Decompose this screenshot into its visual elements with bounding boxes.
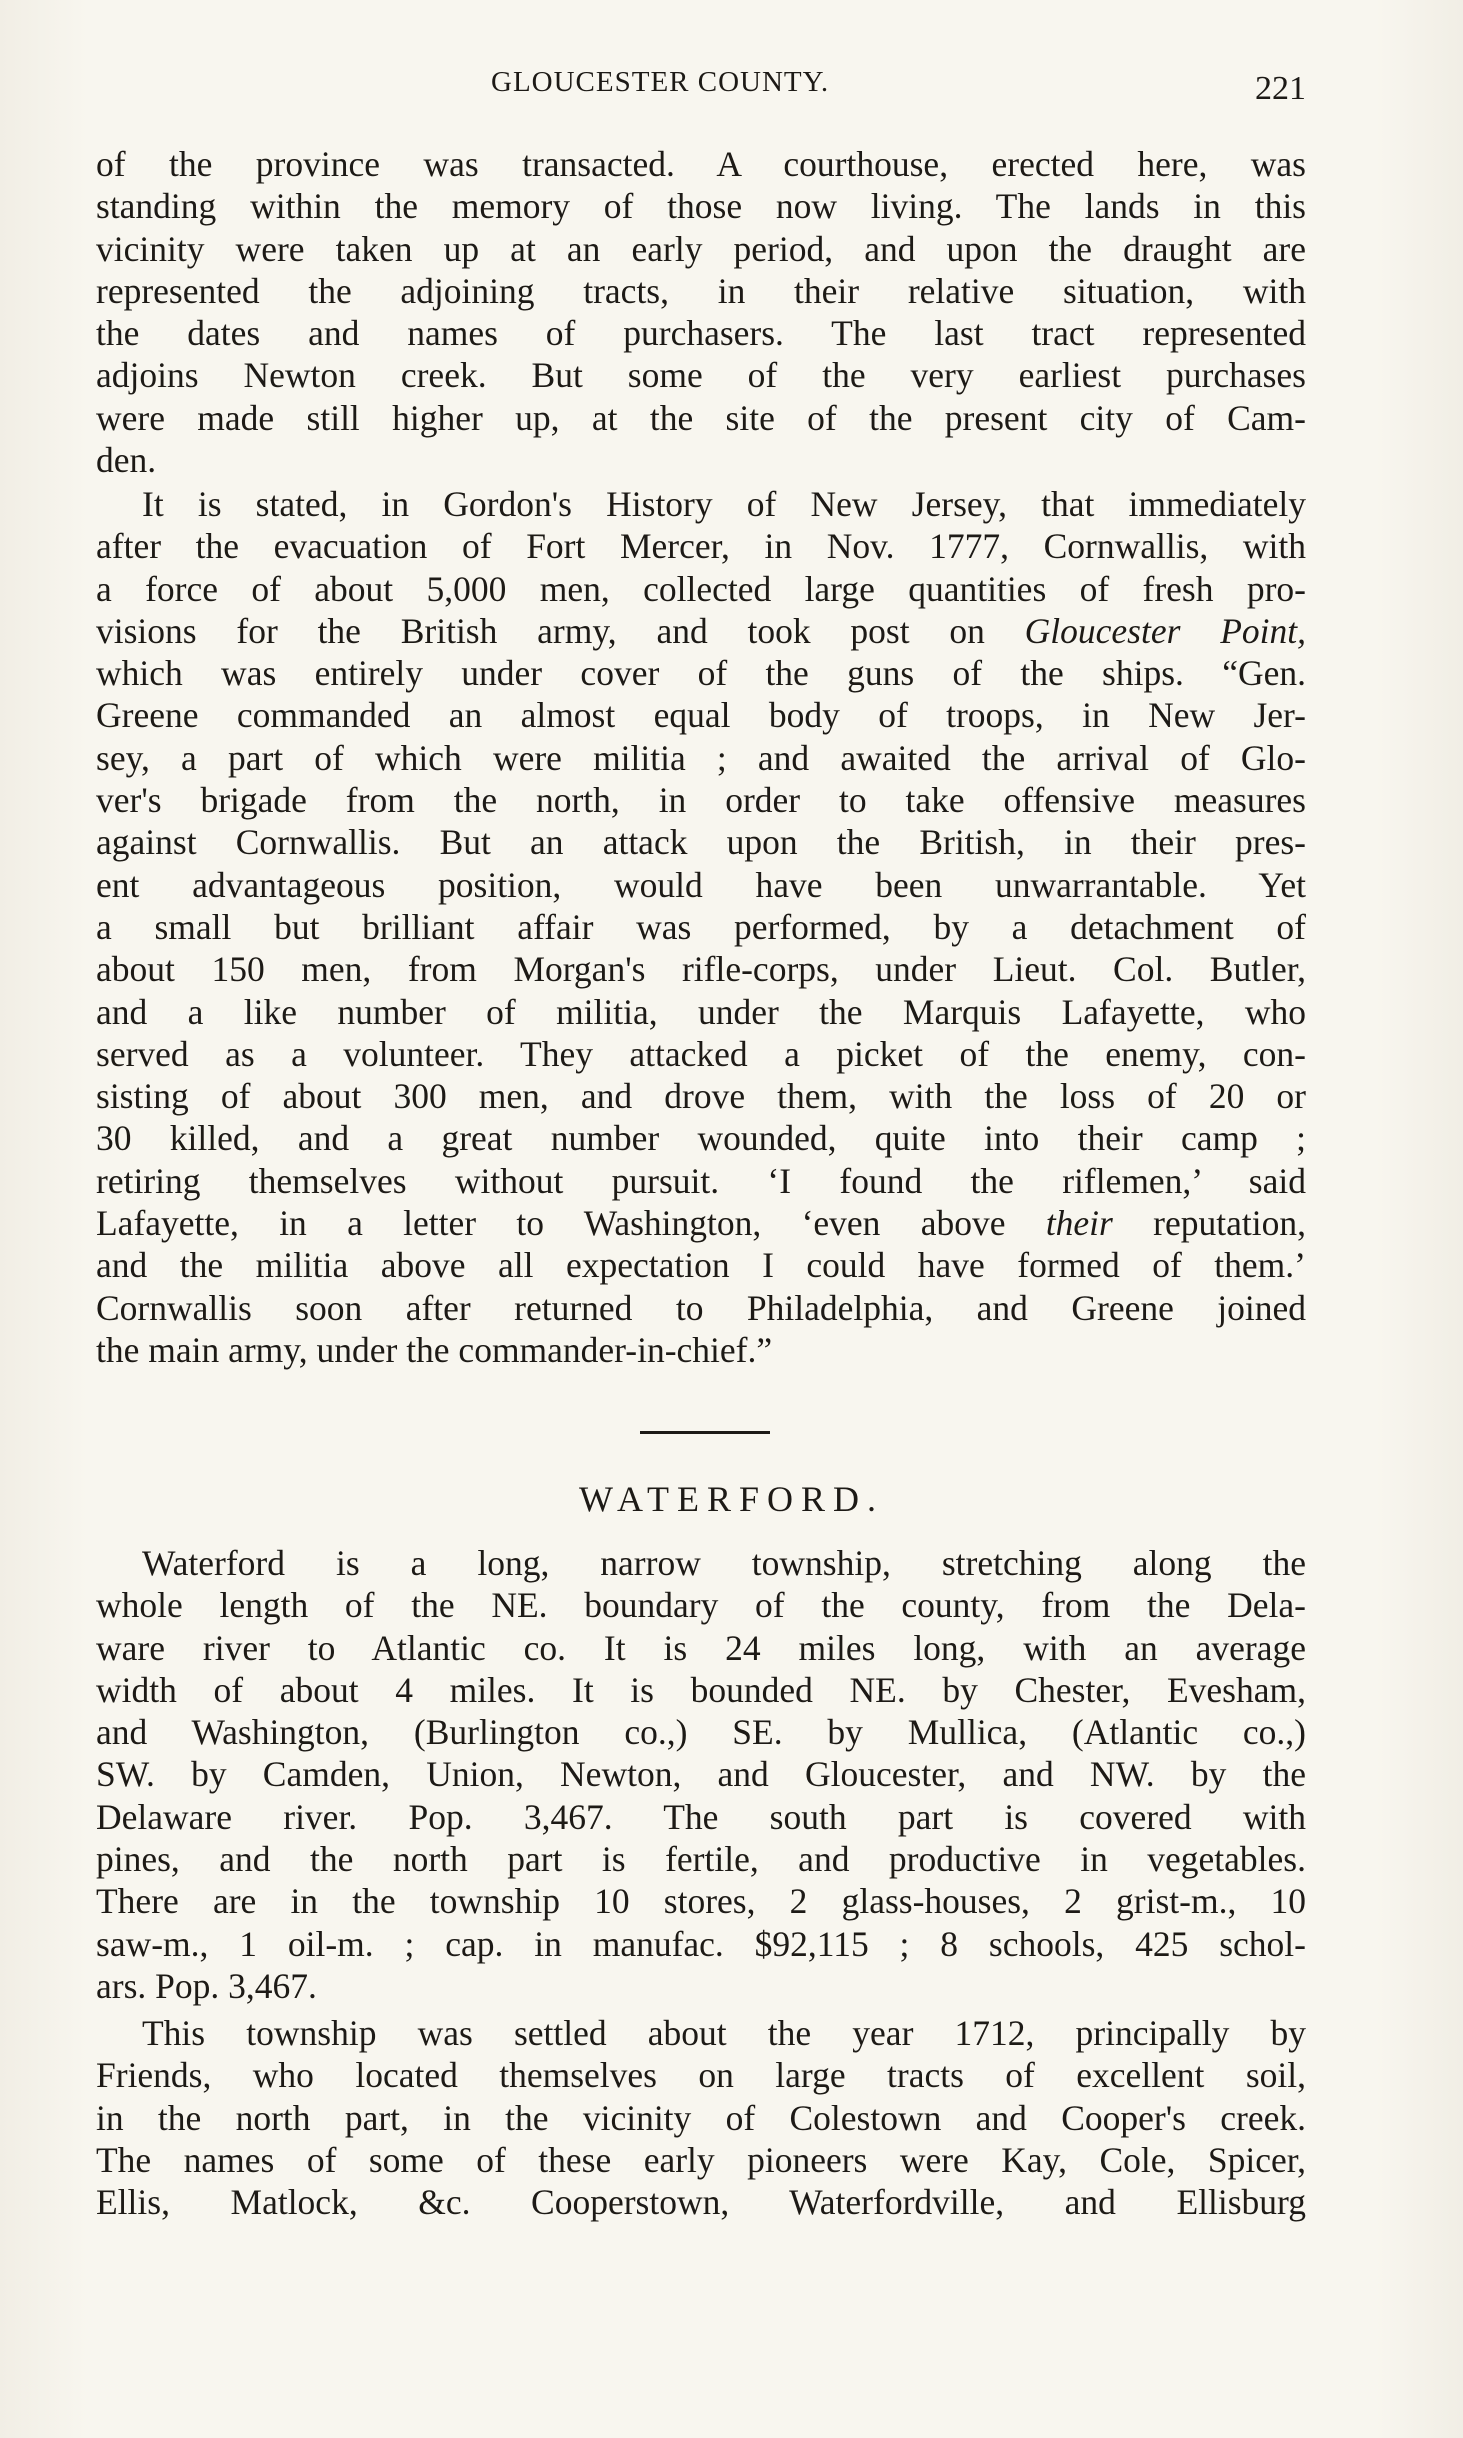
text-line: after the evacuation of Fort Mercer, in Nov. 1777, Cornwallis, with (96, 526, 1306, 567)
text-line: which was entirely under cover of the guns of the ships. “Gen. (96, 653, 1306, 694)
text-segment: reputation, (1112, 1203, 1306, 1244)
italic-word: their (1045, 1203, 1113, 1244)
paragraph-waterford-settlement (96, 2012, 1306, 2223)
text-line: were made still higher up, at the site of the present city of Cam- (96, 397, 1306, 438)
section-heading: WATERFORD. (578, 1479, 885, 1519)
text-line: 30 killed, and a great number wounded, quite into their camp ; (96, 1118, 1306, 1159)
text-line: adjoins Newton creek. But some of the very earliest purchases (96, 355, 1306, 396)
text-line: vicinity were taken up at an early period, and upon the draught are (96, 228, 1306, 269)
text-line: sey, a part of which were militia ; and awaited the arrival of Glo- (96, 737, 1306, 778)
text-line: The names of some of these early pioneers were Kay, Cole, Spicer, (96, 2139, 1306, 2180)
text-line: and the militia above all expectation I could have formed of them.’ (96, 1245, 1306, 1286)
text-segment: Lafayette, in a letter to Washington, ‘even above (96, 1203, 1046, 1244)
paragraph-cornwallis (96, 483, 1306, 1371)
text-line: ars. Pop. 3,467. (96, 1965, 317, 2006)
text-line: width of about 4 miles. It is bounded NE. by Chester, Evesham, (96, 1669, 1306, 1710)
running-head: GLOUCESTER COUNTY. (491, 66, 830, 98)
text-line: a small but brilliant affair was performed, by a detachment of (96, 906, 1306, 947)
text-line: of the province was transacted. A courthouse, erected here, was (96, 144, 1306, 184)
page-number: 221 (1255, 70, 1306, 107)
text-line: ent advantageous position, would have been unwarrantable. Yet (96, 864, 1306, 905)
text-line: retiring themselves without pursuit. ‘I found the riflemen,’ said (96, 1160, 1306, 1201)
text-line: Greene commanded an almost equal body of troops, in New Jer- (96, 695, 1306, 736)
section-divider (640, 1431, 770, 1434)
page-header (96, 62, 1306, 122)
text-line: and a like number of militia, under the Marquis Lafayette, who (96, 991, 1306, 1032)
text-line: served as a volunteer. They attacked a picket of the enemy, con- (96, 1033, 1306, 1074)
paragraph-courthouse (96, 143, 1306, 481)
text-line: ver's brigade from the north, in order to take offensive measures (96, 780, 1306, 821)
text-line: Cornwallis soon after returned to Philadelphia, and Greene joined (96, 1287, 1306, 1328)
text-line: whole length of the NE. boundary of the county, from the Dela- (96, 1585, 1306, 1626)
text-line: and Washington, (Burlington co.,) SE. by Mullica, (Atlantic co.,) (96, 1712, 1306, 1753)
text-line: saw-m., 1 oil-m. ; cap. in manufac. $92,115 ; 8 schools, 425 schol- (96, 1923, 1306, 1964)
text-line: Delaware river. Pop. 3,467. The south part is covered with (96, 1796, 1306, 1837)
text-line: in the north part, in the vicinity of Colestown and Cooper's creek. (96, 2097, 1306, 2138)
text-line-with-italic (96, 1202, 1306, 1244)
italic-place-name: Gloucester Point, (1024, 610, 1306, 651)
paragraph-waterford-description (96, 1542, 1306, 2007)
text-line: SW. by Camden, Union, Newton, and Gloucester, and NW. by the (96, 1754, 1306, 1795)
text-line: a force of about 5,000 men, collected large quantities of fresh pro- (96, 568, 1306, 609)
text-line: sisting of about 300 men, and drove them, with the loss of 20 or (96, 1076, 1306, 1117)
text-line: about 150 men, from Morgan's rifle-corps, under Lieut. Col. Butler, (96, 949, 1306, 990)
text-line: standing within the memory of those now living. The lands in this (96, 186, 1306, 227)
text-line: against Cornwallis. But an attack upon the British, in their pres- (96, 822, 1306, 863)
text-line: represented the adjoining tracts, in their relative situation, with (96, 270, 1306, 311)
text-line: den. (96, 440, 157, 481)
text-segment: visions for the British army, and took post on (96, 610, 1025, 651)
text-line: Ellis, Matlock, &c. Cooperstown, Waterfordville, and Ellisburg (96, 2182, 1306, 2223)
text-line: ware river to Atlantic co. It is 24 miles long, with an average (96, 1627, 1306, 1668)
text-line: Friends, who located themselves on large tracts of excellent soil, (96, 2055, 1306, 2096)
text-line: It is stated, in Gordon's History of New Jersey, that immediately (142, 484, 1306, 524)
text-line: the main army, under the commander-in-chief.” (96, 1329, 773, 1370)
text-line: This township was settled about the year 1712, principally by (142, 2013, 1306, 2053)
text-line: Waterford is a long, narrow township, stretching along the (142, 1543, 1306, 1583)
text-line: There are in the township 10 stores, 2 glass-houses, 2 grist-m., 10 (96, 1881, 1306, 1922)
text-line: the dates and names of purchasers. The last tract represented (96, 313, 1306, 354)
text-line: pines, and the north part is fertile, and productive in vegetables. (96, 1839, 1306, 1880)
text-line-with-italic (96, 610, 1306, 652)
